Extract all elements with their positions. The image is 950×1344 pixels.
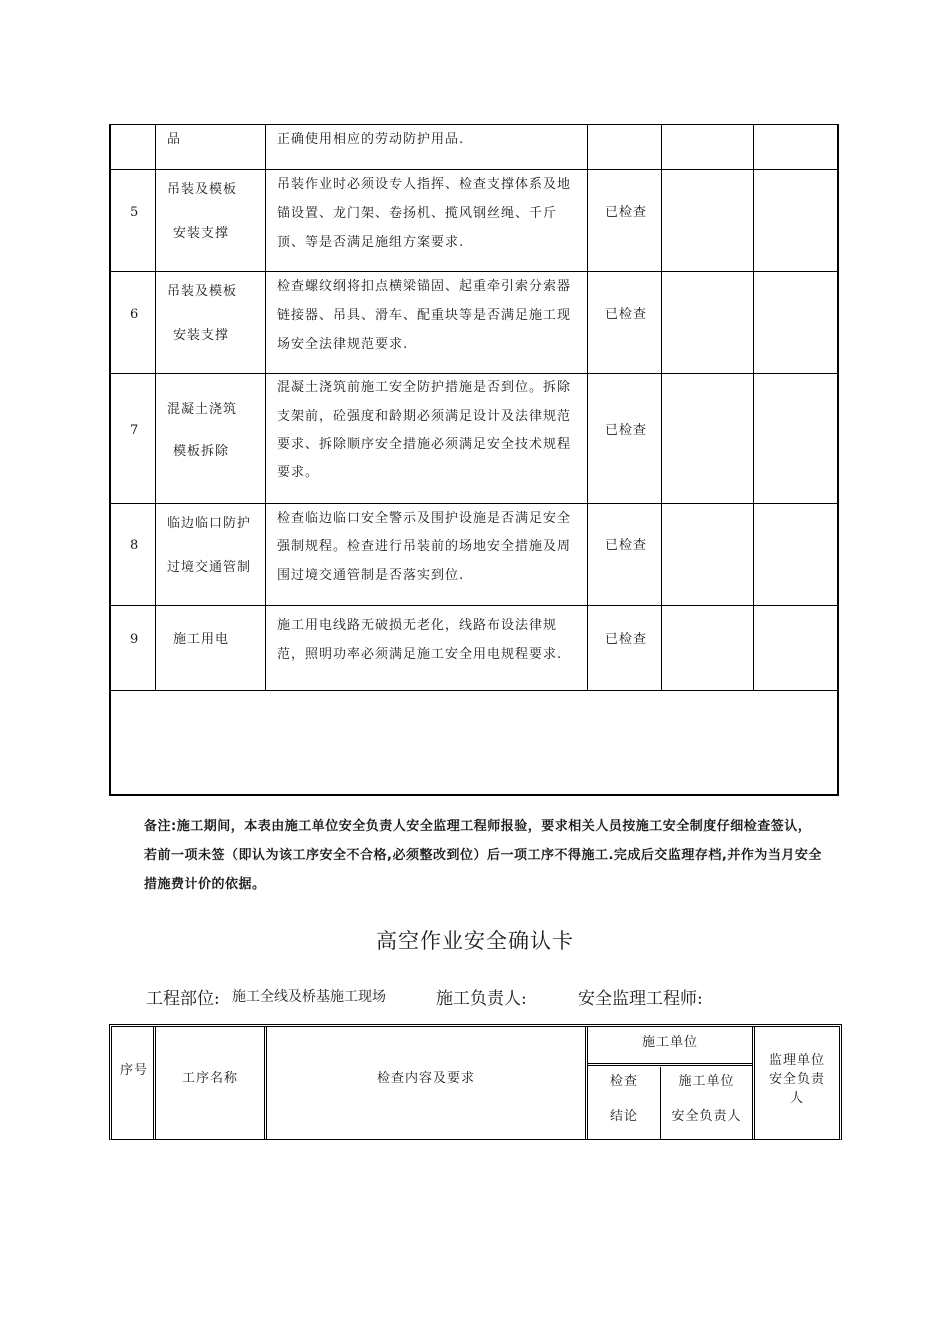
check-content: 链接器、吊具、滑车、配重块等是否满足施工现 (277, 308, 572, 323)
check-content: 场安全法律规范要求. (277, 337, 409, 352)
row-divider (588, 1063, 752, 1066)
check-content: 吊装作业时必须设专人指挥、检查支撑体系及地 (277, 177, 572, 192)
row-number: 8 (130, 538, 140, 553)
check-content: 检查临边临口安全警示及围护设施是否满足安全 (277, 511, 572, 526)
check-content: 锚设置、龙门架、卷扬机、揽风钢丝绳、千斤 (277, 206, 558, 221)
row-divider (111, 605, 837, 606)
check-content: 施工用电线路无破损无老化，线路布设法律规 (277, 618, 558, 633)
process-name: 安装支撑 (173, 328, 230, 343)
card-title: 高空作业安全确认卡 (376, 929, 574, 953)
process-name: 施工用电 (173, 632, 230, 647)
check-content: 范，照明功率必须满足施工安全用电规程要求. (277, 647, 563, 662)
process-name: 临边临口防护 (167, 516, 252, 531)
process-name: 吊装及模板 (167, 284, 238, 299)
check-result: 已检查 (605, 307, 648, 322)
location-label: 工程部位: (146, 989, 220, 1009)
row-number: 9 (130, 632, 140, 647)
header-conclusion: 结论 (609, 1109, 638, 1124)
check-content: 强制规程。检查进行吊装前的场地安全措施及周 (277, 539, 572, 554)
check-content: 检查螺纹纲将扣点横梁锚固、起重牵引索分索器 (277, 279, 572, 294)
header-supervisor: 人 (789, 1091, 804, 1106)
check-content: 要求、拆除顺序安全措施必须满足安全技术规程 (277, 437, 572, 452)
check-content: 混凝土浇筑前施工安全防护措施是否到位。拆除 (277, 380, 572, 395)
row-number: 5 (130, 205, 140, 220)
check-content: 支架前，砼强度和龄期必须满足设计及法律规范 (277, 409, 572, 424)
check-result: 已检查 (605, 538, 648, 553)
check-result: 已检查 (605, 205, 648, 220)
header-check: 检查 (609, 1074, 638, 1089)
header-supervisor: 监理单位 (768, 1053, 825, 1068)
process-name: 模板拆除 (173, 444, 230, 459)
header-unit-head: 施工单位 (678, 1074, 735, 1089)
leader-label: 施工负责人: (436, 989, 527, 1009)
header-check-content: 检查内容及要求 (376, 1071, 475, 1086)
check-result: 已检查 (605, 632, 648, 647)
process-name: 混凝土浇筑 (167, 402, 238, 417)
location-value: 施工全线及桥基施工现场 (232, 989, 386, 1005)
check-content: 要求。 (277, 465, 320, 480)
header-unit-head: 安全负责人 (671, 1109, 742, 1124)
header-process-name: 工序名称 (181, 1071, 238, 1086)
check-content: 顶、等是否满足施组方案要求. (277, 235, 465, 250)
check-content: 围过境交通管制是否落实到位. (277, 568, 465, 583)
row-number: 7 (130, 423, 140, 438)
header-no: 序号 (119, 1063, 148, 1078)
row-divider (111, 690, 837, 691)
check-result: 已检查 (605, 423, 648, 438)
header-unit-group: 施工单位 (641, 1035, 698, 1050)
confirmation-table (109, 1024, 842, 1140)
process-name: 过境交通管制 (167, 560, 252, 575)
inspection-table (109, 124, 839, 796)
row-number: 6 (130, 307, 140, 322)
process-name: 吊装及模板 (167, 182, 238, 197)
header-supervisor: 安全负责 (768, 1072, 825, 1087)
supervisor-label: 安全监理工程师: (578, 989, 703, 1009)
check-content: 正确使用相应的劳动防护用品. (277, 132, 465, 147)
process-name: 安装支撑 (173, 226, 230, 241)
remarks-note: 备注:施工期间，本表由施工单位安全负责人安全监理工程师报验，要求相关人员按施工安全制度仔细检查签认，若前一项未签（即认为该工序安全不合格,必须整改到位）后一项工序不得施工.完成后交监理存档,并作为当月安全措施费计价的依据。 (144, 819, 822, 892)
process-name: 品 (167, 132, 182, 147)
